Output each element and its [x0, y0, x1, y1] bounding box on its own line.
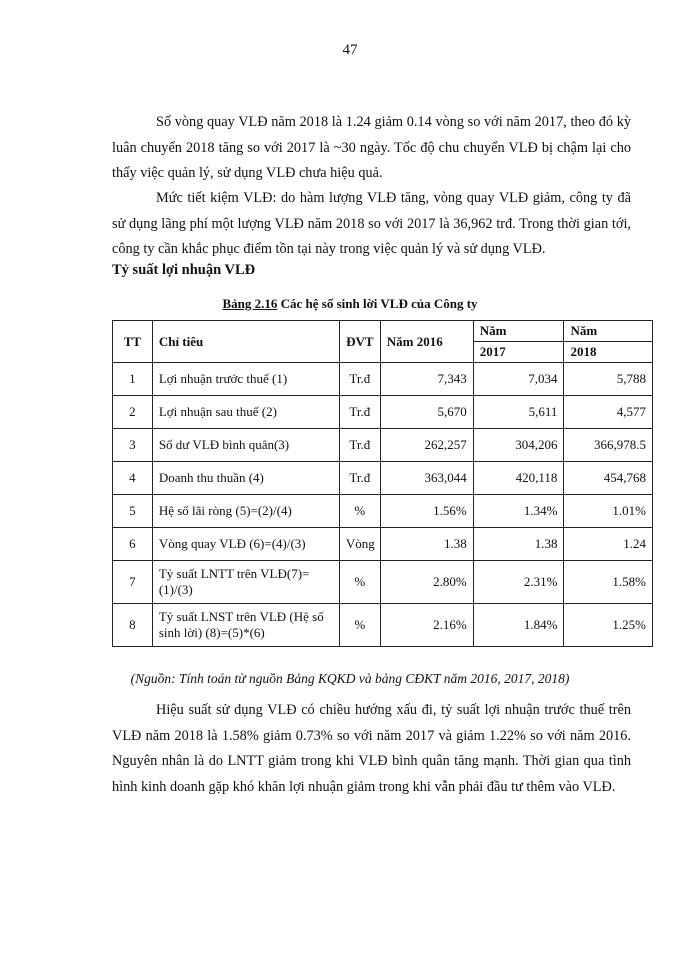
- table-caption: [0, 296, 700, 312]
- row-tt: 1: [113, 363, 153, 396]
- table-row: [113, 528, 653, 561]
- row-2016: 1.56%: [380, 495, 473, 528]
- row-2017: 420,118: [473, 462, 564, 495]
- row-unit: %: [339, 604, 380, 647]
- row-2018: 1.24: [564, 528, 653, 561]
- row-2016: 2.80%: [380, 561, 473, 604]
- row-name: Tỷ suất LNTT trên VLĐ(7)=(1)/(3): [152, 561, 339, 604]
- row-unit: Vòng: [339, 528, 380, 561]
- row-2018: 454,768: [564, 462, 653, 495]
- row-2017: 5,611: [473, 396, 564, 429]
- table-row: [113, 462, 653, 495]
- table-row: [113, 363, 653, 396]
- row-unit: Tr.đ: [339, 363, 380, 396]
- row-name: Tỷ suất LNST trên VLĐ (Hệ số sinh lời) (8)=(5)*(6): [152, 604, 339, 647]
- row-2017: 1.34%: [473, 495, 564, 528]
- table-row: [113, 561, 653, 604]
- table-row: [113, 495, 653, 528]
- row-tt: 3: [113, 429, 153, 462]
- row-2016: 363,044: [380, 462, 473, 495]
- row-name: Vòng quay VLĐ (6)=(4)/(3): [152, 528, 339, 561]
- row-name: Hệ số lãi ròng (5)=(2)/(4): [152, 495, 339, 528]
- row-unit: %: [339, 561, 380, 604]
- row-2018: 1.25%: [564, 604, 653, 647]
- row-2016: 262,257: [380, 429, 473, 462]
- paragraph-savings: Mức tiết kiệm VLĐ: do hàm lượng VLĐ tăng, vòng quay VLĐ giảm, công ty đã sử dụng lãng phí một lượng VLĐ năm 2018 so với 2017 là 36,962 trđ. Trong thời gian tới, công ty cần khắc phục điểm tồn tại này trong việc quản lý và sử dụng VLĐ.: [112, 190, 631, 257]
- table-caption-title: Các hệ số sinh lời VLĐ của Công ty: [280, 296, 478, 311]
- table-row: [113, 604, 653, 647]
- header-2016: Năm 2016: [380, 321, 473, 363]
- row-2017: 1.84%: [473, 604, 564, 647]
- row-name: Lợi nhuận trước thuế (1): [152, 363, 339, 396]
- section-heading: Tỷ suất lợi nhuận VLĐ: [112, 262, 256, 278]
- header-2018-top: Năm: [564, 321, 653, 342]
- page-number: 47: [342, 42, 358, 58]
- row-2018: 5,788: [564, 363, 653, 396]
- row-name: Doanh thu thuần (4): [152, 462, 339, 495]
- row-2017: 2.31%: [473, 561, 564, 604]
- row-2017: 304,206: [473, 429, 564, 462]
- header-2017-bottom: 2017: [473, 342, 564, 363]
- source-note: (Nguồn: Tính toán từ nguồn Bảng KQKD và bảng CĐKT năm 2016, 2017, 2018): [130, 671, 570, 686]
- row-2016: 7,343: [380, 363, 473, 396]
- row-2018: 4,577: [564, 396, 653, 429]
- row-2017: 7,034: [473, 363, 564, 396]
- header-indicator: Chỉ tiêu: [152, 321, 339, 363]
- row-unit: Tr.đ: [339, 396, 380, 429]
- row-2016: 2.16%: [380, 604, 473, 647]
- table-row: [113, 396, 653, 429]
- row-tt: 8: [113, 604, 153, 647]
- row-name: Số dư VLĐ bình quân(3): [152, 429, 339, 462]
- paragraph-conclusion: Hiệu suất sử dụng VLĐ có chiều hướng xấu đi, tỷ suất lợi nhuận trước thuế trên VLĐ năm 2018 là 1.58% giảm 0.73% so với năm 2017 và giảm 1.22% so với năm 2016. Nguyên nhân là do LNTT giảm trong khi VLĐ bình quân tăng mạnh. Thời gian qua tình hình kinh doanh gặp khó khăn lợi nhuận giảm trong khi vẫn phải đầu tư thêm vào VLĐ.: [112, 702, 631, 795]
- header-2017-top: Năm: [473, 321, 564, 342]
- row-2018: 366,978.5: [564, 429, 653, 462]
- row-tt: 5: [113, 495, 153, 528]
- table-caption-number: Bảng 2.16: [222, 296, 278, 311]
- row-unit: %: [339, 495, 380, 528]
- row-unit: Tr.đ: [339, 462, 380, 495]
- row-tt: 4: [113, 462, 153, 495]
- row-tt: 6: [113, 528, 153, 561]
- row-name: Lợi nhuận sau thuế (2): [152, 396, 339, 429]
- header-tt: TT: [113, 321, 153, 363]
- row-unit: Tr.đ: [339, 429, 380, 462]
- row-2017: 1.38: [473, 528, 564, 561]
- header-unit: ĐVT: [339, 321, 380, 363]
- profitability-table: [112, 320, 653, 647]
- paragraph-turnover: Số vòng quay VLĐ năm 2018 là 1.24 giảm 0.14 vòng so với năm 2017, theo đó kỳ luân chuyển 2018 tăng so với 2017 là ~30 ngày. Tốc độ chu chuyển VLĐ bị chậm lại cho thấy việc quản lý, sử dụng VLĐ chưa hiệu quả.: [112, 114, 631, 181]
- row-tt: 7: [113, 561, 153, 604]
- table-row: [113, 429, 653, 462]
- row-2018: 1.01%: [564, 495, 653, 528]
- row-2018: 1.58%: [564, 561, 653, 604]
- row-2016: 1.38: [380, 528, 473, 561]
- row-2016: 5,670: [380, 396, 473, 429]
- header-2018-bottom: 2018: [564, 342, 653, 363]
- row-tt: 2: [113, 396, 153, 429]
